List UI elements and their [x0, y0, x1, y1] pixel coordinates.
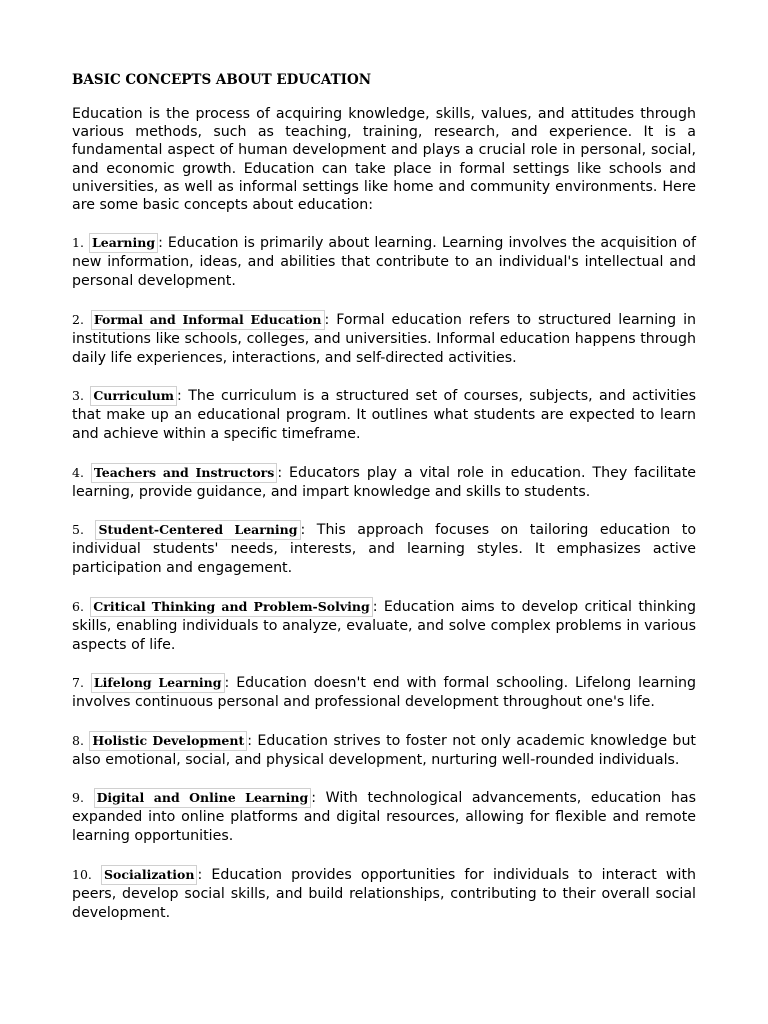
concept-term: Formal and Informal Education [91, 310, 325, 330]
concept-number: 2. [72, 311, 84, 327]
concept-item [72, 386, 696, 444]
concept-number: 10. [72, 866, 92, 882]
concept-description: : The curriculum is a structured set of courses, subjects, and activities that make up an educational program. It outlines what students are expected to learn and achieve within a specific timeframe. [72, 388, 696, 443]
concept-item [72, 463, 696, 502]
concept-item [72, 520, 696, 578]
concept-description: : Education provides opportunities for individuals to interact with peers, develop social skills, and build relationships, contributing to their overall social development. [72, 866, 696, 921]
concept-number: 9. [72, 790, 84, 806]
concept-term: Holistic Development [89, 731, 247, 751]
document-title: BASIC CONCEPTS ABOUT EDUCATION [72, 72, 372, 88]
concept-item [72, 310, 696, 368]
concept-description: : Formal education refers to structured learning in institutions like schools, colleges, and universities. Informal education happens through daily life experiences, interactions, and self-directed activities. [72, 311, 697, 366]
concept-item [72, 731, 696, 770]
intro-paragraph: Education is the process of acquiring knowledge, skills, values, and attitudes through various methods, such as teaching, training, research, and experience. It is a fundamental aspect of human development and plays a crucial role in personal, social, and economic growth. Education can take place in formal settings like schools and universities, as well as informal settings like home and community environments. Here are some basic concepts about education: [72, 106, 696, 214]
concept-term: Learning [89, 233, 158, 253]
concept-term: Lifelong Learning [91, 673, 225, 693]
concept-term: Critical Thinking and Problem-Solving [90, 597, 372, 617]
concept-number: 8. [72, 732, 84, 748]
concept-number: 5. [72, 522, 84, 538]
concept-description: : Education strives to foster not only academic knowledge but also emotional, social, and physical development, nurturing well-rounded individuals. [72, 732, 696, 768]
concept-item [72, 597, 696, 655]
concept-item [72, 865, 696, 923]
concept-description: : Education doesn't end with formal schooling. Lifelong learning involves continuous personal and professional development throughout one's life. [72, 675, 697, 711]
concept-term: Student-Centered Learning [95, 520, 300, 540]
concept-term: Teachers and Instructors [91, 463, 277, 483]
concept-number: 6. [72, 598, 84, 614]
concept-number: 3. [72, 388, 84, 404]
concept-term: Digital and Online Learning [94, 788, 312, 808]
concept-item [72, 788, 696, 846]
concept-term: Socialization [101, 865, 197, 885]
concept-description: : Education aims to develop critical thinking skills, enabling individuals to analyze, evaluate, and solve complex problems in various aspects of life. [72, 598, 696, 653]
concept-item [72, 233, 696, 291]
concept-term: Curriculum [90, 386, 177, 406]
concept-item [72, 673, 696, 712]
document-page [72, 72, 696, 941]
concept-description: : This approach focuses on tailoring education to individual students' needs, interests, and learning styles. It emphasizes active participation and engagement. [72, 522, 696, 577]
concept-description: : Educators play a vital role in education. They facilitate learning, provide guidance, and impart knowledge and skills to students. [72, 464, 697, 500]
concept-description: : With technological advancements, education has expanded into online platforms and digital resources, allowing for flexible and remote learning opportunities. [72, 790, 697, 845]
concepts-list [72, 233, 696, 923]
concept-number: 4. [72, 464, 84, 480]
concept-number: 1. [72, 235, 84, 251]
concept-number: 7. [72, 675, 84, 691]
concept-description: : Education is primarily about learning. Learning involves the acquisition of new information, ideas, and abilities that contribute to an individual's intellectual and personal development. [72, 235, 696, 290]
